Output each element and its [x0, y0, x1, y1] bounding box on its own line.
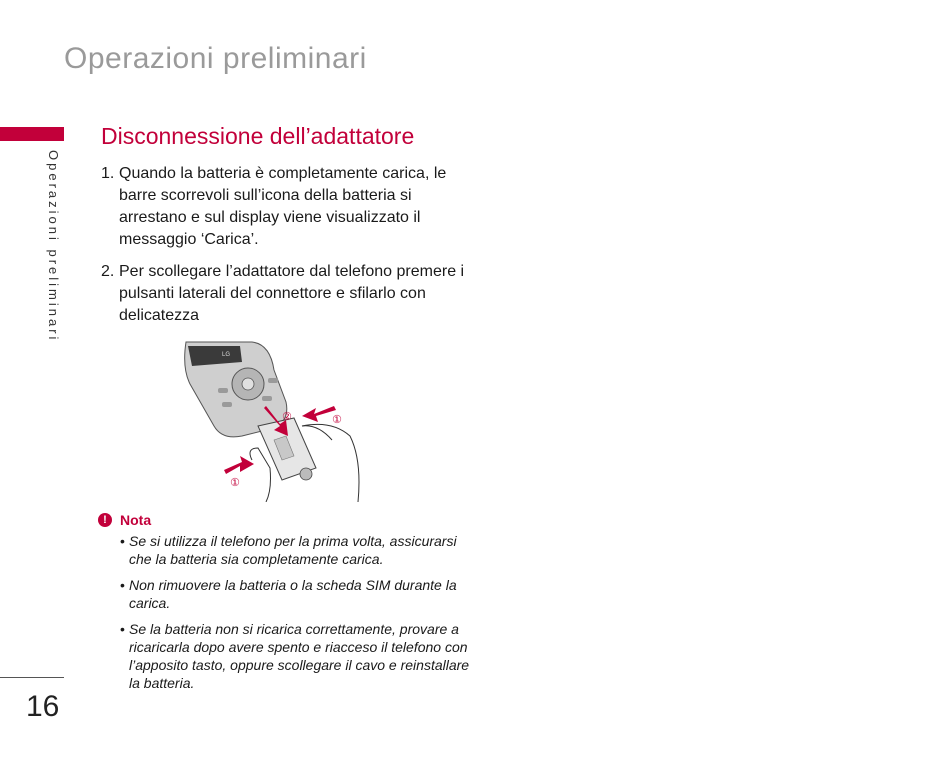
callout-1-right: ① [332, 413, 342, 426]
page-number: 16 [26, 690, 60, 723]
note-text: Se si utilizza il telefono per la prima volta, assicurarsi che la batteria sia completamente carica. [129, 533, 457, 567]
note-item [120, 620, 482, 692]
note-item [120, 576, 482, 612]
adapter-disconnect-illustration [182, 340, 367, 502]
step-item [101, 261, 471, 327]
bullet-icon: • [120, 577, 125, 593]
bullet-icon: • [120, 533, 125, 549]
side-section-label: Operazioni preliminari [46, 150, 61, 343]
steps-list [101, 163, 471, 337]
phone-brand-logo: LG [222, 352, 231, 358]
footer-divider [0, 677, 64, 678]
step-text: Per scollegare l’adattatore dal telefono premere i pulsanti laterali del connettore e sfilarlo con delicatezza [119, 263, 465, 324]
note-text: Non rimuovere la batteria o la scheda SIM durante la carica. [129, 577, 457, 611]
note-list [98, 532, 482, 692]
step-number: 2. [101, 263, 115, 280]
note-heading: Nota [120, 512, 152, 528]
callout-1-left: ① [230, 476, 240, 489]
section-title: Disconnessione dell’adattatore [101, 123, 415, 149]
note-text: Se la batteria non si ricarica correttamente, provare a ricaricarla dopo avere spento e riacceso il telefono con l’apposito tasto, oppure scollegare il cavo e reinstallare la batteria. [129, 621, 470, 691]
phone-adapter-drawing [182, 340, 367, 502]
step-number: 1. [101, 165, 115, 182]
section-tab-marker [0, 127, 64, 141]
bullet-icon: • [120, 621, 125, 637]
page-header-title: Operazioni preliminari [64, 42, 367, 75]
note-item [120, 532, 482, 568]
note-box [98, 512, 482, 700]
step-item [101, 163, 471, 251]
step-text: Quando la batteria è completamente carica, le barre scorrevoli sull’icona della batteria si arrestano e sul display viene visualizzato il messaggio ‘Carica’. [119, 165, 447, 248]
note-header [98, 512, 482, 528]
callout-2: ② [282, 410, 292, 423]
warning-icon: ! [98, 513, 112, 527]
